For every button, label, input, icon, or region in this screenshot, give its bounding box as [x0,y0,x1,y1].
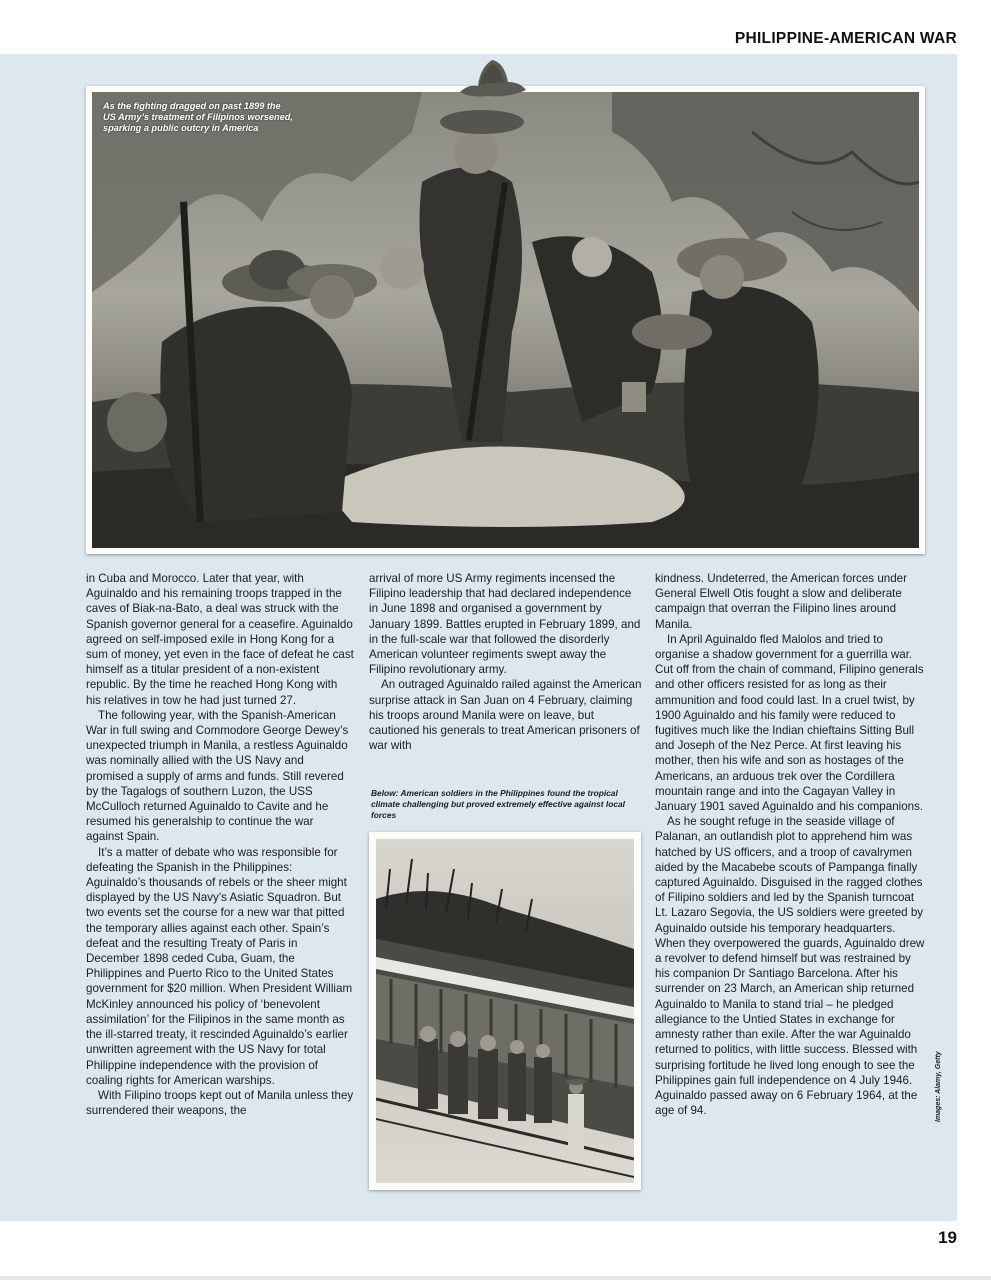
text-column-2 [369,571,642,753]
page-number: 19 [938,1228,957,1247]
paragraph: It’s a matter of debate who was responsible for defeating the Spanish in the Philippines: Aguinaldo’s thousands of rebels or the sheer might displayed by the US Navy’s Asiatic Squadron. But two events set the course for a new war that pitted the temporary allies against each other. Spain’s defeat and the resulting Treaty of Paris in December 1898 ceded Cuba, Guam, the Philippines and Puerto Rico to the United States government for $20 million. When President William McKinley announced his policy of ‘benevolent assimilation’ for the Filipinos in the same month as the ill-starred treaty, it rescinded Aguinaldo’s earlier unwritten agreement with the US Navy for total Philippine independence with the provision of coaling rights for American warships. [86,845,353,1087]
top-photo-caption [103,101,318,134]
top-caption-line: sparking a public outcry in America [103,123,259,133]
top-photograph [92,92,919,548]
inset-caption-lead: Below: [371,788,399,798]
top-caption-line: US Army’s treatment of Filipinos worsened, [103,112,293,122]
paragraph: An outraged Aguinaldo railed against the American surprise attack in San Juan on 4 February, claiming his troops around Manila were on leave, but cautioned his generals to treat American prisoners of war with [369,678,642,753]
paragraph: As he sought refuge in the seaside village of Palanan, an outlandish plot to apprehend him was hatched by US officers, and a troop of cavalrymen aided by the Macabebe scouts of Pampanga finally captured Aguinaldo. Disguised in the ragged clothes of Filipino soldiers and led by the Spanish turncoat Lt. Lazaro Segovia, the US soldiers were greeted by Aguinaldo outside his temporary headquarters. When they overpowered the guards, Aguinaldo drew a revolver to defend himself but was restrained by his companion Dr Santiago Barcelona. After his surrender on 23 March, an American ship returned Aguinaldo to Manila to stand trial – he pledged allegiance to the Untied States in exchange for amnesty rather than exile. After the war Aguinaldo returned to politics, with little success. Blessed with surprising fortitude he lived long enough to see the Philippines gain full independence on 4 July 1946. Aguinaldo passed away on 6 February 1964, at the age of 94. [655,815,925,1118]
bottom-divider [0,1276,991,1280]
paragraph: In April Aguinaldo fled Malolos and tried to organise a shadow government for a guerrilla war. Cut off from the chain of command, Filipino generals and other officers resisted for as long as their ammunition and food could last. In a cruel twist, by 1900 Aguinaldo and his family were reduced to fugitives much like the Indian chieftains Sitting Bull and Joseph of the Nez Perce. At first leaving his mother, then his wife and son as hostages of the Americans, an arduous trek over the Cordillera mountain range and into the Cagayan Valley in January 1901 saved Aguinaldo and his companions. [655,632,924,814]
image-credit: Images: Alamy, Getty [935,1051,942,1122]
text-column-1 [86,571,354,1118]
hat-cutout [458,56,528,100]
text-column-3 [655,571,927,1118]
inset-photo-caption [371,788,633,821]
paragraph: arrival of more US Army regiments incensed the Filipino leadership that had declared independence in June 1898 and organised a government by January 1899. Battles erupted in February 1899, and in the full-scale war that followed the disorderly American volunteer regiments swept away the Filipino revolutionary army. [369,572,641,677]
paragraph: With Filipino troops kept out of Manila unless they surrendered their weapons, the [86,1088,354,1118]
inset-photograph [376,839,634,1183]
inset-caption-text: American soldiers in the Philippines found the tropical climate challenging but proved extremely effective against local forces [371,788,625,820]
paragraph: in Cuba and Morocco. Later that year, with Aguinaldo and his remaining troops trapped in the caves of Biak-na-Bato, a deal was struck with the Spanish governor general for a ceasefire. Aguinaldo agreed on self-imposed exile in Hong Kong for a sum of money, yet even in the face of defeat he cast himself as a titular president of a non-existent republic. By the time he reached Hong Kong with his relatives in tow he had just turned 27. [86,572,354,707]
inset-photo-frame [369,832,641,1190]
paragraph: kindness. Undeterred, the American forces under General Elwell Otis fought a slow and deliberate campaign that overran the Filipino lines around Manila. [655,572,907,631]
top-photo-frame [86,86,925,554]
top-caption-line: As the fighting dragged on past 1899 the [103,101,281,111]
paragraph: The following year, with the Spanish-American War in full swing and Commodore George Dewey’s unexpected triumph in Manila, a restless Aguinaldo was nominally allied with the US Navy and promised a supply of arms and funds. Still revered by the Tagalogs of southern Luzon, the USS McCulloch returned Aguinaldo to Cavite and he resumed his generalship to continue the war against Spain. [86,708,349,844]
section-title: PHILIPPINE-AMERICAN WAR [734,30,957,47]
